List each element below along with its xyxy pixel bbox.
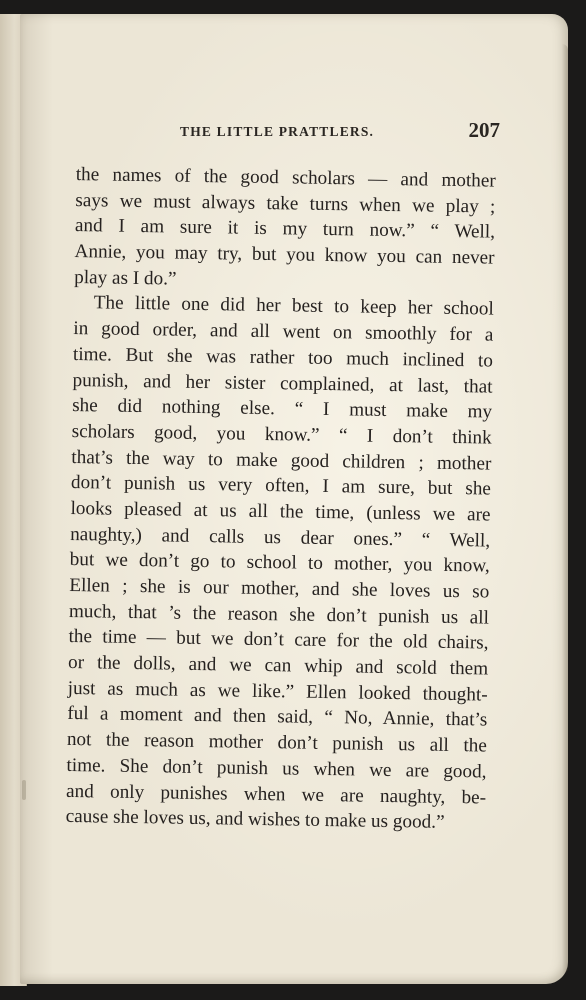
text-line: The little one did her best to keep her school [93, 292, 494, 321]
text-line: punish, and her sister complained, at last, that [72, 369, 493, 398]
running-head: THE LITTLE PRATTLERS. [180, 124, 375, 139]
text-line: that’s the way to make good children ; mother [71, 446, 492, 475]
text-line: says we must always take turns when we play ; [75, 189, 496, 218]
page-edge-shadow [562, 44, 568, 974]
text-line: looks pleased at us all the time, (unless we are [70, 497, 491, 526]
text-line: cause she loves us, and wishes to make us good.” [65, 806, 445, 834]
text-line: naughty,) and calls us dear ones.” “ Well, [69, 523, 491, 552]
text-line: Ellen ; she is our mother, and she loves us so [69, 574, 490, 603]
text-line: ful a moment and then said, “ No, Annie, that’s [67, 703, 488, 731]
text-line: the time — but we don’t care for the old chairs, [68, 626, 489, 654]
text-line: or the dolls, and we can whip and scold them [67, 652, 489, 680]
text-line: don’t punish us very often, I am sure, but she [70, 472, 492, 500]
text-line: much, that ’s the reason she don’t punish us all [68, 600, 490, 629]
text-line: and only punishes when we are naughty, be- [65, 780, 487, 809]
body-text [66, 162, 496, 836]
text-line: but we don’t go to school to mother, you know, [69, 549, 490, 577]
text-line: just as much as we like.” Ellen looked thought- [67, 677, 488, 706]
text-line: time. She don’t punish us when we are good, [66, 754, 487, 783]
binding-mark [22, 780, 26, 800]
text-line: play as I do.” [74, 266, 177, 290]
text-line: she did nothing else. “ I must make my [72, 395, 493, 423]
text-line: not the reason mother don’t punish us all the [66, 729, 488, 757]
page-header [160, 118, 500, 148]
text-line: and I am sure it is my turn now.” “ Well, [74, 215, 496, 243]
page-number: 207 [468, 118, 500, 142]
text-line: Annie, you may try, but you know you can never [74, 241, 495, 269]
text-line: in good order, and all went on smoothly for a [73, 318, 494, 346]
text-line: scholars good, you know.” “ I don’t think [71, 420, 492, 449]
text-line: the names of the good scholars — and mother [75, 163, 496, 192]
text-line: time. But she was rather too much inclined to [72, 343, 494, 372]
